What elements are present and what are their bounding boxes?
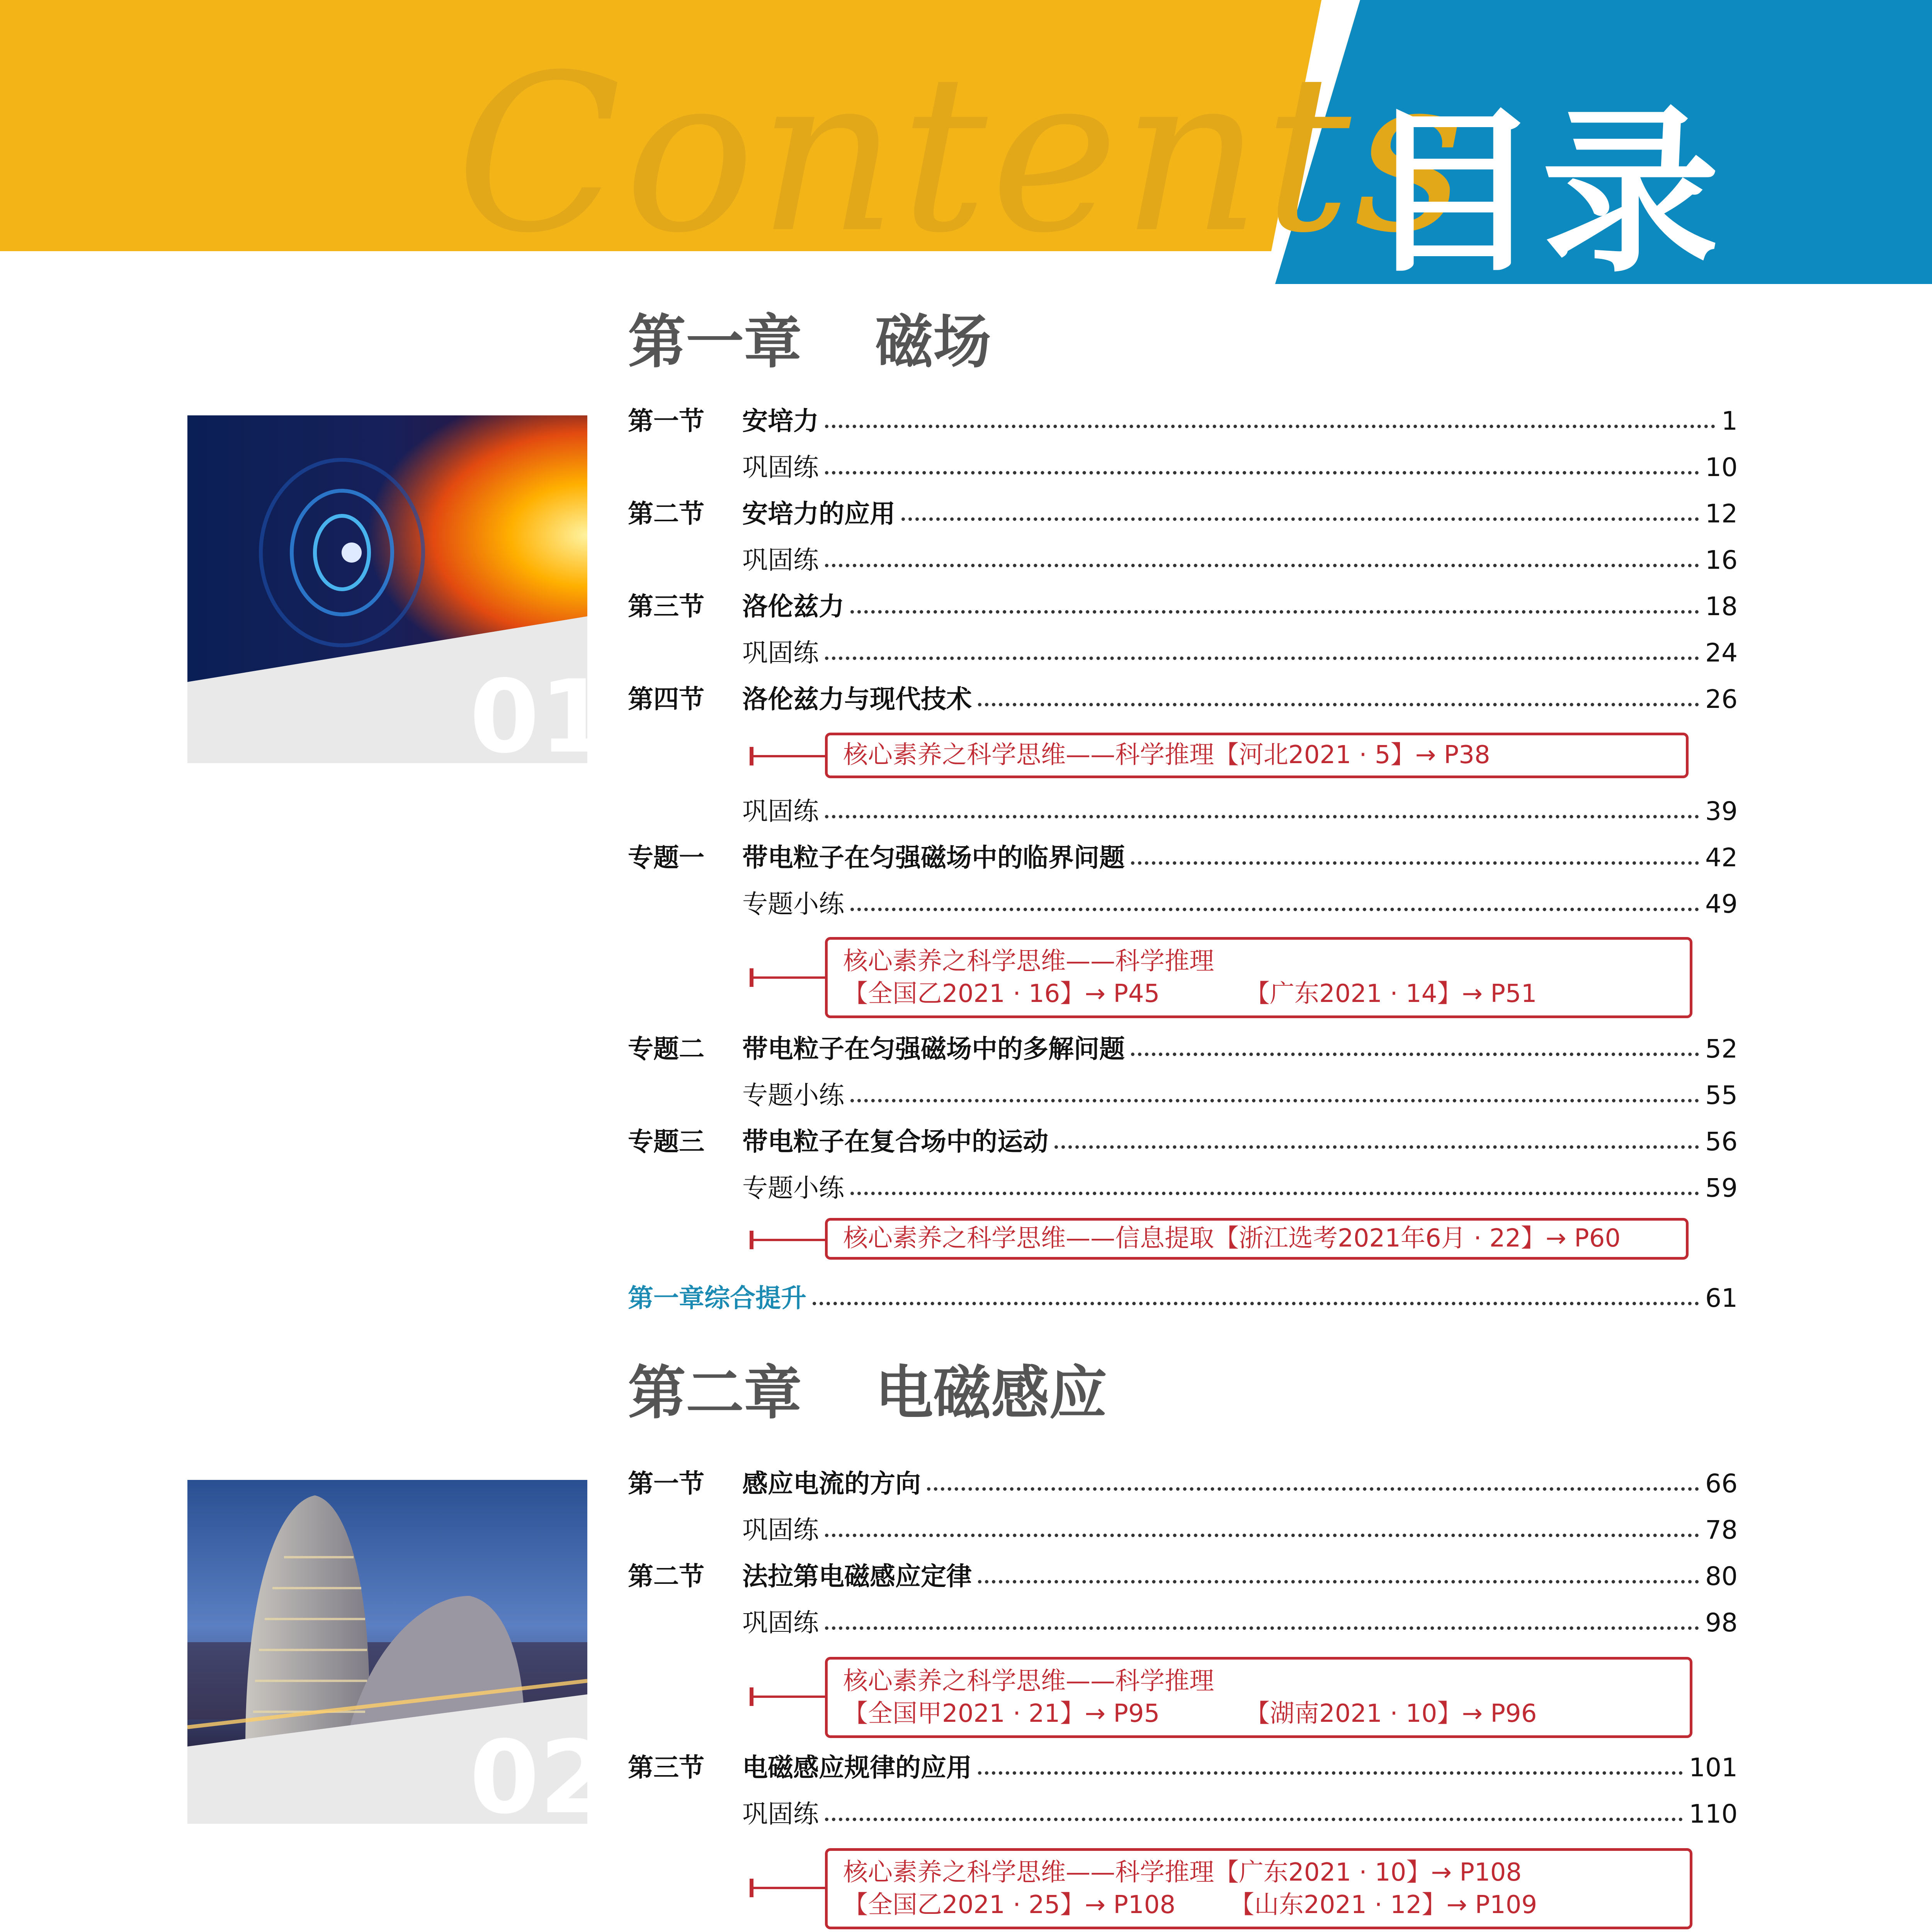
list-item[interactable]	[628, 1034, 1738, 1065]
leader-dots	[825, 656, 1699, 660]
reference-text: 核心素养之科学思维——科学推理	[843, 947, 1214, 976]
list-item[interactable]	[628, 1126, 1738, 1157]
page-title: 目录	[1364, 90, 1719, 296]
box-connector	[750, 1887, 827, 1889]
list-item[interactable]	[742, 1515, 1738, 1546]
reference-text: 【全国乙2021 · 16】→ P45	[843, 980, 1160, 1008]
reference-text: 【全国甲2021 · 21】→ P95	[843, 1699, 1160, 1728]
leader-dots	[825, 1818, 1683, 1821]
entry-page: 18	[1705, 592, 1738, 621]
leader-dots	[927, 1487, 1699, 1491]
entry-page: 26	[1705, 684, 1738, 714]
entry-title: 带电粒子在复合场中的运动	[742, 1127, 1048, 1156]
leader-dots	[850, 1099, 1699, 1102]
entry-label: 专题三	[628, 1127, 704, 1156]
leader-dots	[978, 1580, 1699, 1583]
leader-dots	[850, 610, 1699, 614]
list-item[interactable]	[628, 684, 1738, 715]
entry-page: 80	[1705, 1561, 1738, 1591]
entry-title: 巩固练	[742, 796, 819, 826]
entry-page: 10	[1705, 452, 1738, 482]
reference-text: 【广东2021 · 14】→ P51	[1245, 980, 1537, 1008]
list-item[interactable]	[742, 889, 1738, 920]
list-item[interactable]	[628, 498, 1738, 529]
entry-page: 49	[1705, 889, 1738, 919]
leader-dots	[825, 1626, 1699, 1630]
entry-title: 专题小练	[742, 889, 844, 919]
list-item[interactable]	[742, 545, 1738, 576]
list-item[interactable]	[742, 796, 1738, 827]
list-item[interactable]	[628, 406, 1738, 437]
entry-title: 巩固练	[742, 1608, 819, 1638]
reference-text: 核心素养之科学思维——科学推理	[843, 1667, 1214, 1696]
contents-watermark: Contents	[456, 29, 1468, 281]
entry-page: 66	[1705, 1469, 1738, 1498]
list-item[interactable]	[628, 1468, 1738, 1499]
entry-page: 56	[1705, 1127, 1738, 1156]
reference-box	[825, 1848, 1692, 1929]
chapter1-number: 第一章	[628, 308, 802, 376]
entry-page: 16	[1705, 545, 1738, 575]
entry-page: 101	[1689, 1753, 1738, 1782]
entry-title: 电磁感应规律的应用	[742, 1753, 972, 1782]
list-item[interactable]	[628, 1561, 1738, 1592]
reference-box	[825, 733, 1689, 778]
entry-title: 安培力的应用	[742, 499, 895, 529]
leader-dots	[1131, 1053, 1699, 1056]
reference-box	[825, 1657, 1692, 1738]
entry-title: 洛伦兹力与现代技术	[742, 684, 972, 714]
reference-text: 核心素养之科学思维——科学推理【河北2021 · 5】→ P38	[843, 741, 1490, 769]
entry-title: 巩固练	[742, 1799, 819, 1829]
list-item[interactable]	[742, 1173, 1738, 1204]
entry-label: 第三节	[628, 1753, 704, 1782]
entry-page: 12	[1705, 499, 1738, 529]
chapter2-name: 电磁感应	[875, 1359, 1107, 1427]
list-item[interactable]	[628, 591, 1738, 622]
reference-text: 核心素养之科学思维——信息提取【浙江选考2021年6月 · 22】→ P60	[843, 1224, 1621, 1253]
list-item[interactable]	[628, 1283, 1738, 1314]
chapter1-image	[187, 415, 609, 776]
chapter1-title	[628, 308, 992, 376]
entry-title: 专题小练	[742, 1080, 844, 1110]
entry-title: 带电粒子在匀强磁场中的临界问题	[742, 843, 1125, 872]
leader-dots	[825, 564, 1699, 567]
entry-page: 39	[1705, 796, 1738, 826]
chapter1-badge: 01	[469, 659, 609, 776]
box-connector	[750, 976, 827, 979]
entry-page: 52	[1705, 1034, 1738, 1064]
box-connector	[750, 1696, 827, 1698]
entry-label: 第二节	[628, 499, 704, 529]
list-item[interactable]	[628, 1752, 1738, 1783]
entry-page: 110	[1689, 1799, 1738, 1829]
entry-label: 第四节	[628, 684, 704, 714]
leader-dots	[813, 1302, 1699, 1305]
entry-title: 安培力	[742, 406, 819, 436]
leader-dots	[825, 815, 1699, 818]
entry-title: 巩固练	[742, 545, 819, 575]
entry-page: 24	[1705, 638, 1738, 668]
leader-dots	[850, 908, 1699, 911]
entry-page: 98	[1705, 1608, 1738, 1638]
entry-label: 第一节	[628, 406, 704, 436]
reference-text: 【湖南2021 · 10】→ P96	[1245, 1699, 1537, 1728]
chapter1-name: 磁场	[875, 308, 992, 376]
entry-title: 洛伦兹力	[742, 592, 844, 621]
reference-box	[825, 937, 1692, 1018]
list-item[interactable]	[742, 1080, 1738, 1111]
leader-dots	[978, 703, 1699, 706]
chapter2-title	[628, 1359, 1107, 1427]
entry-label: 第一节	[628, 1469, 704, 1498]
list-item[interactable]	[628, 842, 1738, 873]
list-item[interactable]	[742, 638, 1738, 668]
leader-dots	[978, 1771, 1683, 1775]
reference-text: 【山东2021 · 12】→ P109	[1230, 1891, 1537, 1919]
entry-title: 专题小练	[742, 1173, 844, 1203]
entry-page: 1	[1721, 406, 1738, 436]
leader-dots	[850, 1192, 1699, 1195]
leader-dots	[825, 1534, 1699, 1537]
entry-title: 巩固练	[742, 1515, 819, 1545]
leader-dots	[825, 471, 1699, 474]
entry-title: 巩固练	[742, 452, 819, 482]
chapter2-number: 第二章	[628, 1359, 802, 1427]
entry-label: 专题二	[628, 1034, 704, 1064]
list-item[interactable]	[742, 1607, 1738, 1638]
entry-title: 带电粒子在匀强磁场中的多解问题	[742, 1034, 1125, 1064]
entry-title: 感应电流的方向	[742, 1469, 921, 1498]
list-item[interactable]	[742, 452, 1738, 483]
box-connector	[750, 1239, 827, 1241]
leader-dots	[1054, 1145, 1699, 1149]
box-connector	[750, 755, 827, 757]
chapter2-image	[187, 1480, 609, 1836]
entry-page: 59	[1705, 1173, 1738, 1203]
chapter1-summary: 第一章综合提升	[628, 1283, 806, 1313]
entry-title: 法拉第电磁感应定律	[742, 1561, 972, 1591]
reference-box	[825, 1218, 1689, 1260]
reference-text: 【全国乙2021 · 25】→ P108	[843, 1891, 1176, 1919]
leader-dots	[901, 517, 1699, 521]
entry-title: 巩固练	[742, 638, 819, 668]
list-item[interactable]	[742, 1799, 1738, 1830]
entry-label: 第三节	[628, 592, 704, 621]
entry-page: 61	[1705, 1283, 1738, 1313]
entry-page: 42	[1705, 843, 1738, 872]
leader-dots	[1131, 861, 1699, 865]
entry-label: 专题一	[628, 843, 704, 872]
chapter2-badge: 02	[469, 1719, 609, 1836]
entry-label: 第二节	[628, 1561, 704, 1591]
leader-dots	[825, 425, 1715, 428]
reference-text: 核心素养之科学思维——科学推理【广东2021 · 10】→ P108	[843, 1858, 1522, 1887]
entry-page: 78	[1705, 1515, 1738, 1545]
entry-page: 55	[1705, 1080, 1738, 1110]
